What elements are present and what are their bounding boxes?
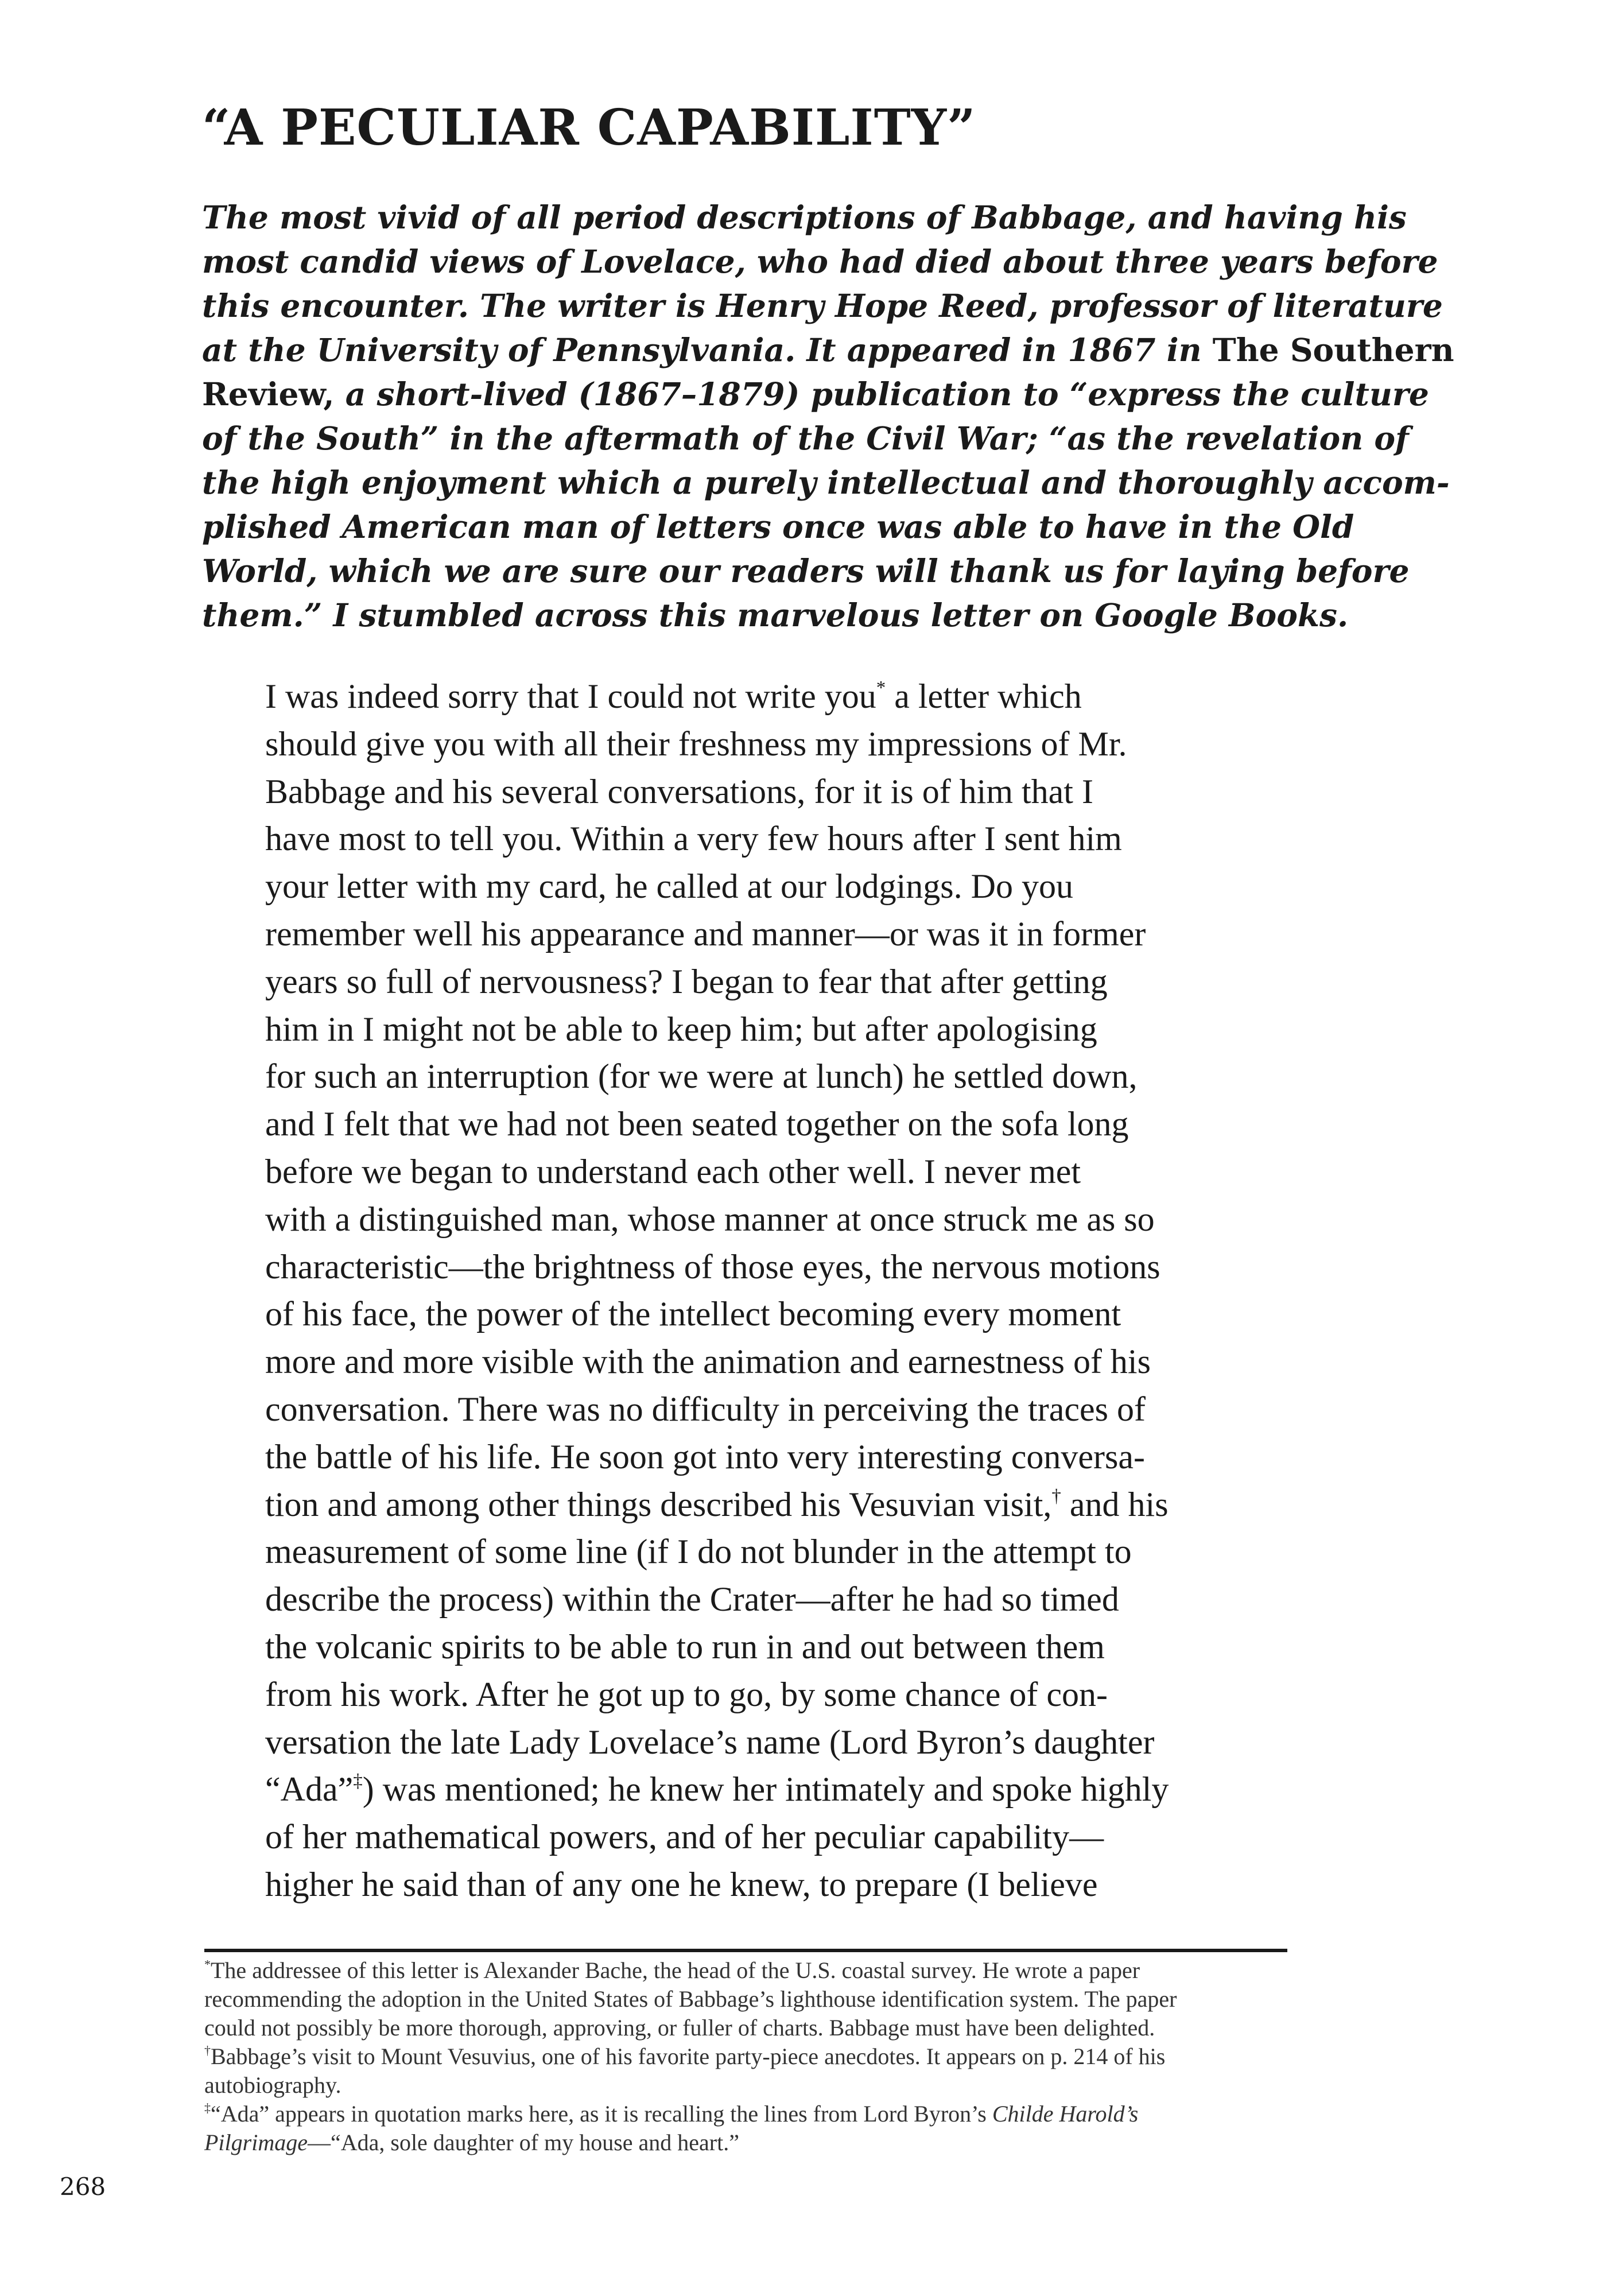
page-number: 268 (60, 2173, 106, 2201)
publication-title: The Southern (1212, 331, 1454, 369)
footnote-divider (204, 1949, 1287, 1952)
letter-line: him in I might not be able to keep him; but after apologising (265, 1010, 1097, 1048)
letter-body (265, 673, 1384, 1909)
letter-line: of his face, the power of the intellect becoming every moment (265, 1295, 1121, 1333)
letter-line: of her mathematical powers, and of her peculiar capability— (265, 1818, 1104, 1856)
letter-line: and I felt that we had not been seated together on the sofa long (265, 1105, 1129, 1143)
intro-line: them.” I stumbled across this marvelous letter on Google Books. (202, 596, 1349, 634)
letter-line: conversation. There was no difficulty in perceiving the traces of (265, 1390, 1146, 1428)
footnote-line (204, 2100, 1410, 2128)
letter-line: characteristic—the brightness of those eyes, the nervous motions (265, 1247, 1160, 1286)
letter-line: for such an interruption (for we were at lunch) he settled down, (265, 1057, 1138, 1096)
letter-line: versation the late Lady Lovelace’s name (Lord Byron’s daughter (265, 1723, 1155, 1761)
intro-line: The most vivid of all period descriptions of Babbage, and having his (202, 199, 1407, 236)
footnote-marker: * (876, 677, 886, 699)
footnote-line: recommending the adoption in the United States of Babbage’s lighthouse identification system. The paper (204, 1986, 1177, 2012)
intro-line (202, 372, 1436, 416)
letter-line (265, 673, 1384, 720)
footnote-marker: ‡ (204, 2100, 211, 2115)
footnote-text: “Ada” appears in quotation marks here, as it is recalling the lines from Lord Byron’s (211, 2101, 992, 2127)
intro-line (202, 328, 1454, 372)
footnote-text: —“Ada, sole daughter of my house and heart.” (307, 2130, 739, 2155)
letter-line: describe the process) within the Crater—after he had so timed (265, 1580, 1119, 1619)
page-title: “A PECULIAR CAPABILITY” (202, 99, 976, 157)
letter-line: your letter with my card, he called at our lodgings. Do you (265, 867, 1073, 906)
letter-line: more and more visible with the animation and earnestness of his (265, 1343, 1151, 1381)
intro-text: a short-lived (1867–1879) publication to “express the culture (334, 375, 1429, 413)
intro-line: plished American man of letters once was able to have in the Old (202, 508, 1354, 545)
intro-line: World, which we are sure our readers will thank us for laying before (202, 552, 1410, 589)
letter-line (265, 1766, 1384, 1813)
intro-text: at the University of Pennsylvania. It appeared in 1867 in (202, 331, 1213, 369)
footnote-line: could not possibly be more thorough, approving, or fuller of charts. Babbage must have been delighted. (204, 2015, 1155, 2041)
footnote-marker: † (1051, 1485, 1061, 1506)
footnote-text: The addressee of this letter is Alexander Bache, the head of the U.S. coastal survey. He wrote a paper (211, 1957, 1140, 1983)
intro-paragraph (202, 195, 1454, 637)
letter-line: Babbage and his several conversations, for it is of him that I (265, 772, 1093, 810)
letter-line: have most to tell you. Within a very few hours after I sent him (265, 820, 1122, 858)
letter-text: ) was mentioned; he knew her intimately and spoke highly (362, 1770, 1169, 1809)
footnote-line: autobiography. (204, 2072, 341, 2098)
letter-line: before we began to understand each other well. I never met (265, 1152, 1081, 1190)
book-title: Pilgrimage (204, 2130, 308, 2155)
intro-line: most candid views of Lovelace, who had died about three years before (202, 243, 1438, 280)
footnote-line (204, 1956, 1410, 1985)
intro-line: this encounter. The writer is Henry Hope Reed, professor of literature (202, 287, 1443, 324)
footnote-line (204, 2042, 1410, 2071)
footnote-marker: * (204, 1957, 211, 1972)
footnote-marker: ‡ (353, 1770, 363, 1791)
letter-line: from his work. After he got up to go, by some chance of con- (265, 1675, 1108, 1713)
letter-line: remember well his appearance and manner—or was it in former (265, 914, 1146, 953)
intro-line: of the South” in the aftermath of the Civil War; “as the revelation of (202, 420, 1409, 457)
letter-text: and his (1061, 1485, 1169, 1523)
footnote-line (204, 2128, 1410, 2157)
footnotes (204, 1956, 1410, 2157)
footnote-marker: † (204, 2043, 211, 2058)
publication-title: Review, (202, 375, 335, 413)
letter-text: tion and among other things described his Vesuvian visit, (265, 1485, 1052, 1523)
letter-line: the volcanic spirits to be able to run in and out between them (265, 1627, 1105, 1666)
letter-line: measurement of some line (if I do not blunder in the attempt to (265, 1533, 1132, 1571)
letter-line: with a distinguished man, whose manner at once struck me as so (265, 1200, 1155, 1238)
letter-line: years so full of nervousness? I began to fear that after getting (265, 962, 1108, 1000)
letter-line (265, 1481, 1384, 1529)
intro-line: the high enjoyment which a purely intellectual and thoroughly accom- (202, 464, 1450, 501)
letter-text: “Ada” (265, 1770, 354, 1809)
letter-text: I was indeed sorry that I could not write you (265, 677, 876, 715)
letter-line: the battle of his life. He soon got into very interesting conversa- (265, 1437, 1145, 1476)
letter-line: should give you with all their freshness my impressions of Mr. (265, 724, 1127, 763)
letter-line: higher he said than of any one he knew, to prepare (I believe (265, 1865, 1098, 1903)
book-title: Childe Harold’s (992, 2101, 1139, 2127)
letter-text: a letter which (886, 677, 1082, 715)
footnote-text: Babbage’s visit to Mount Vesuvius, one of his favorite party-piece anecdotes. It appears on p. 214 of his (211, 2043, 1166, 2069)
